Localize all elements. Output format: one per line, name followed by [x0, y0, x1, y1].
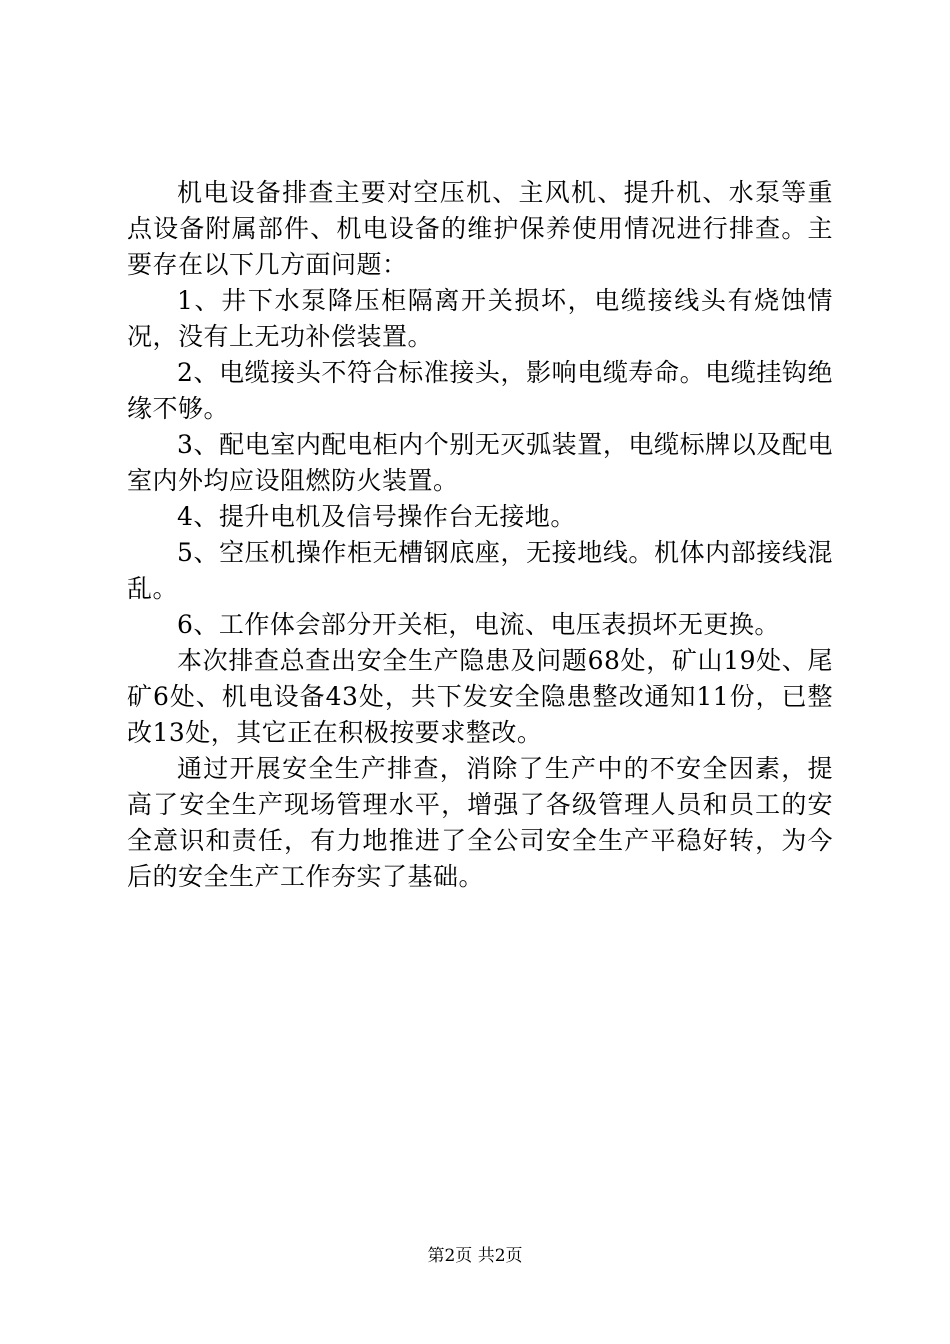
paragraph-conclusion: 通过开展安全生产排查，消除了生产中的不安全因素，提高了安全生产现场管理水平，增强了各级管理人员和员工的安全意识和责任，有力地推进了全公司安全生产平稳好转，为今后的安全生产工作夯实了基础。 — [127, 754, 833, 891]
paragraph-item-1: 1、井下水泵降压柜隔离开关损坏，电缆接线头有烧蚀情况，没有上无功补偿装置。 — [127, 286, 833, 351]
page-footer: 第2页 共2页 — [427, 1246, 523, 1266]
paragraph-intro: 机电设备排查主要对空压机、主风机、提升机、水泵等重点设备附属部件、机电设备的维护保养使用情况进行排查。主要存在以下几方面问题： — [127, 178, 833, 279]
paragraph-item-4: 4、提升电机及信号操作台无接地。 — [177, 502, 576, 531]
paragraph-item-2: 2、电缆接头不符合标准接头，影响电缆寿命。电缆挂钩绝缘不够。 — [127, 358, 833, 423]
document-body — [127, 175, 833, 895]
paragraph-item-3: 3、配电室内配电柜内个别无灭弧装置，电缆标牌以及配电室内外均应设阻燃防火装置。 — [127, 430, 833, 495]
paragraph-item-6: 6、工作体会部分开关柜，电流、电压表损坏无更换。 — [177, 610, 780, 639]
paragraph-item-5: 5、空压机操作柜无槽钢底座，无接地线。机体内部接线混乱。 — [127, 538, 833, 603]
paragraph-summary: 本次排查总查出安全生产隐患及问题68处，矿山19处、尾矿6处、机电设备43处，共下发安全隐患整改通知11份，已整改13处，其它正在积极按要求整改。 — [127, 646, 833, 747]
